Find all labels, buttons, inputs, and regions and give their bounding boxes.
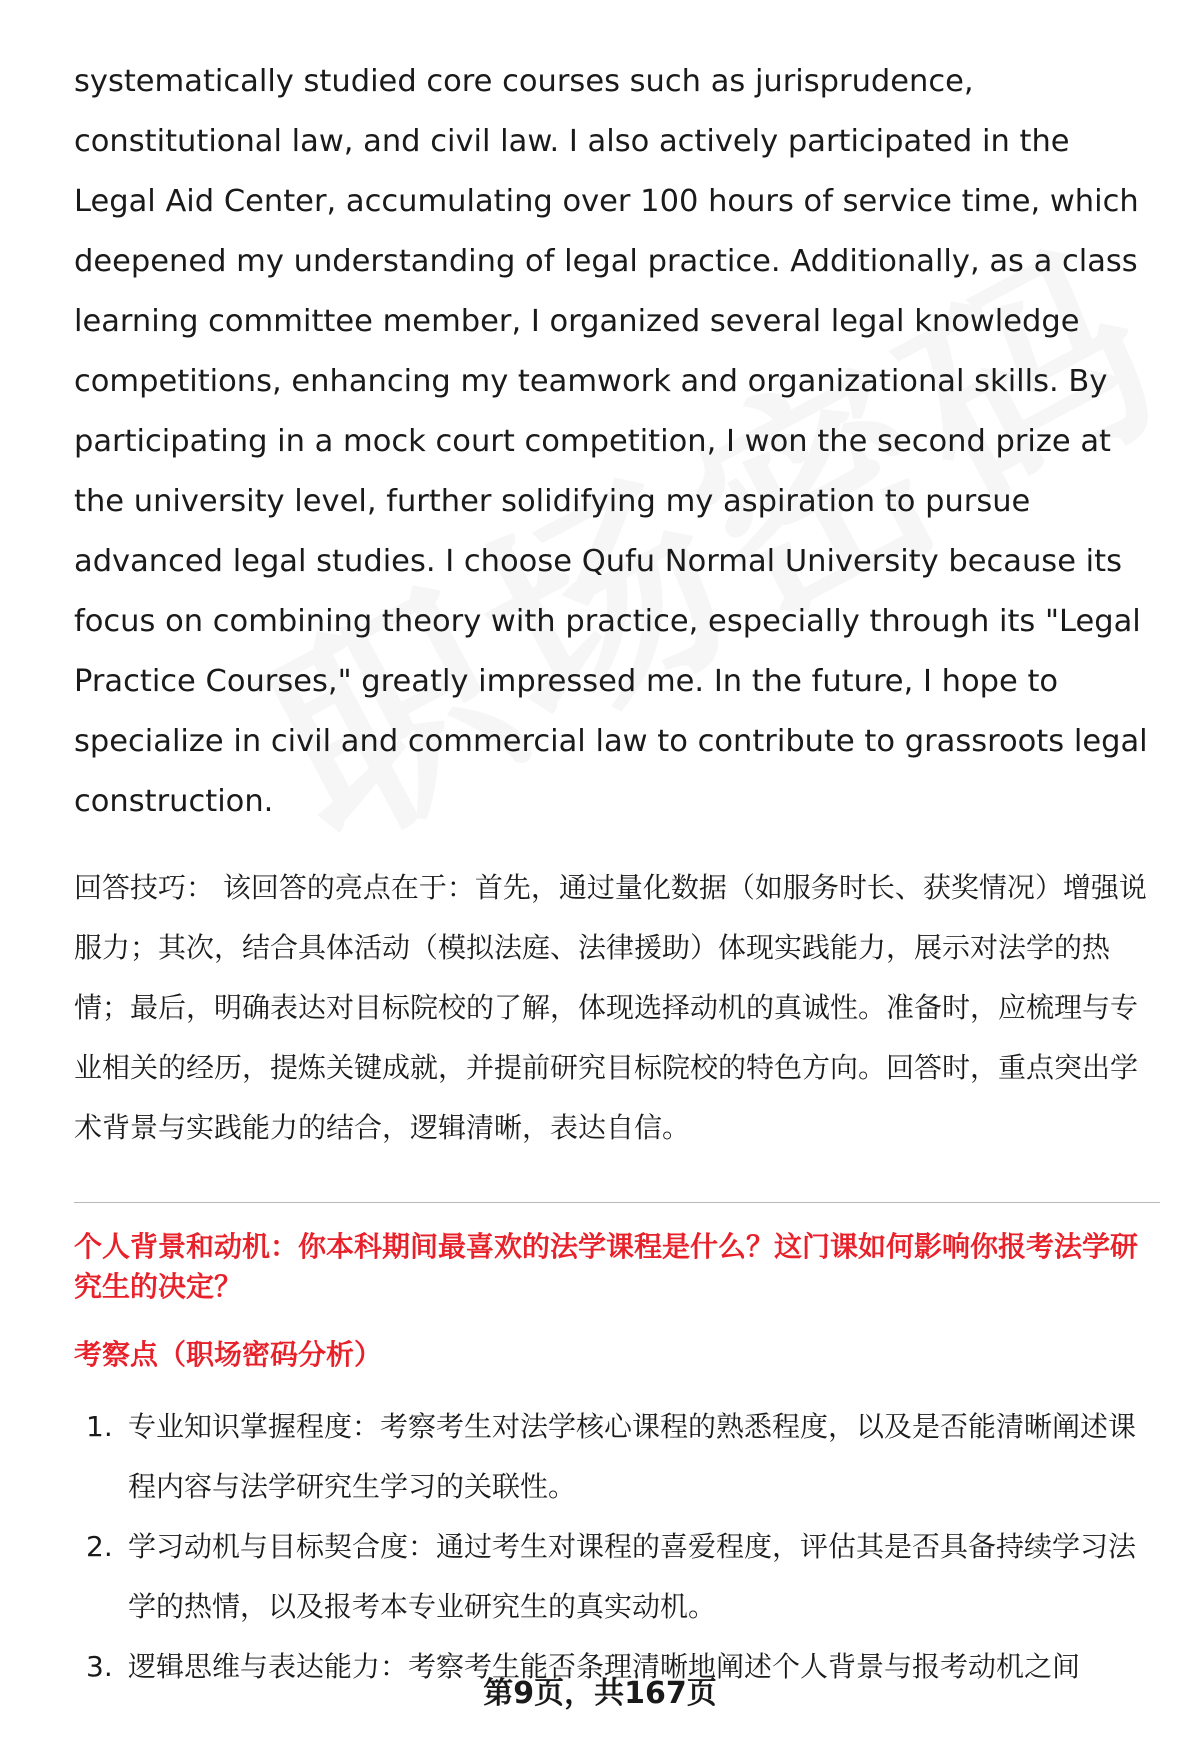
- list-item-number: 3.: [86, 1650, 113, 1683]
- english-answer-paragraph: systematically studied core courses such as jurisprudence, constitutional law, and civil law. I also actively participated in the Legal Aid Center, accumulating over 100 hours of service time, which deepened my understanding of legal practice. Additionally, as a class learning committee member, I organized several legal knowledge competitions, enhancing my teamwork and organizational skills. By participating in a mock court competition, I won the second prize at the university level, further solidifying my aspiration to pursue advanced legal studies. I choose Qufu Normal University because its focus on combining theory with practice, especially through its "Legal Practice Courses," greatly impressed me. In the future, I hope to specialize in civil and commercial law to contribute to grassroots legal construction.: [74, 64, 1148, 819]
- page-content: [74, 52, 1160, 1697]
- assessment-heading: 考察点（职场密码分析）: [74, 1338, 383, 1371]
- list-item: [74, 1517, 1160, 1637]
- list-item-number: 1.: [86, 1410, 113, 1443]
- page-number-footer: 第9页，共167页: [483, 1676, 717, 1711]
- list-item-text: 专业知识掌握程度：考察考生对法学核心课程的熟悉程度，以及是否能清晰阐述课程内容与法学研究生学习的关联性。: [128, 1410, 1137, 1503]
- section-divider: [74, 1202, 1160, 1203]
- answer-tip-paragraph: 回答技巧： 该回答的亮点在于：首先，通过量化数据（如服务时长、获奖情况）增强说服力；其次，结合具体活动（模拟法庭、法律援助）体现实践能力，展示对法学的热情；最后，明确表达对目标院校的了解，体现选择动机的真诚性。准备时，应梳理与专业相关的经历，提炼关键成就，并提前研究目标院校的特色方向。回答时，重点突出学术背景与实践能力的结合，逻辑清晰，表达自信。: [74, 871, 1147, 1144]
- list-item: [74, 1397, 1160, 1517]
- list-item-text: 学习动机与目标契合度：通过考生对课程的喜爱程度，评估其是否具备持续学习法学的热情，以及报考本专业研究生的真实动机。: [128, 1530, 1137, 1623]
- list-item-text: 逻辑思维与表达能力：考察考生能否条理清晰地阐述个人背景与报考动机之间: [128, 1650, 1081, 1683]
- assessment-points-list: [74, 1397, 1160, 1697]
- list-item-number: 2.: [86, 1530, 113, 1563]
- question-title: 个人背景和动机：你本科期间最喜欢的法学课程是什么？这门课如何影响你报考法学研究生的决定？: [74, 1230, 1139, 1303]
